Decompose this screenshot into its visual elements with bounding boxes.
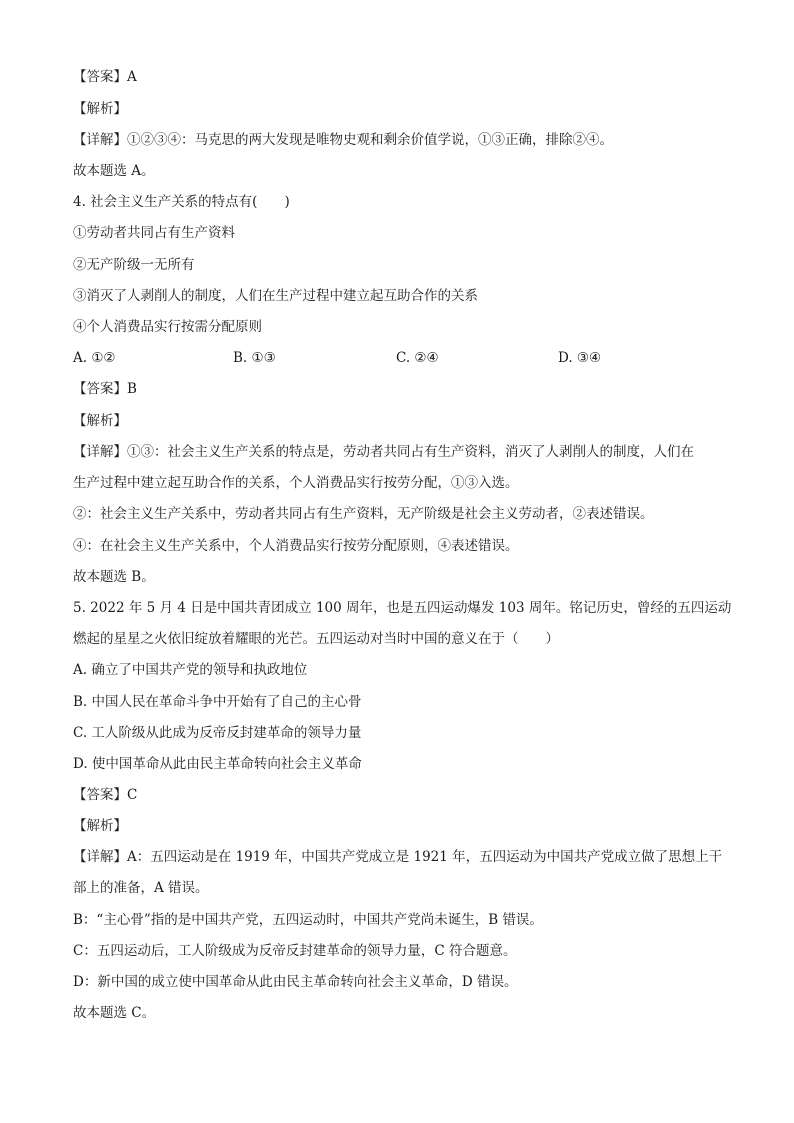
q4-detail-line-4: ④：在社会主义生产关系中，个人消费品实行按劳分配原则，④表述错误。: [73, 538, 519, 554]
q5-option-a: A. 确立了中国共产党的领导和执政地位: [73, 662, 308, 678]
q5-detail-line-2: 部上的准备，A 错误。: [73, 880, 209, 896]
q4-option-b: B. ①③: [233, 350, 276, 366]
q5-conclusion: 故本题选 C。: [73, 1005, 156, 1021]
q4-stem: 4. 社会主义生产关系的特点有( ): [73, 194, 290, 210]
q5-analysis-heading: 【解析】: [73, 818, 127, 834]
q5-option-d: D. 使中国革命从此由民主革命转向社会主义革命: [73, 756, 362, 772]
q4-statement-3: ③消灭了人剥削人的制度，人们在生产过程中建立起互助合作的关系: [73, 288, 478, 304]
q4-option-c: C. ②④: [396, 350, 439, 366]
q5-stem-line-2: 燃起的星星之火依旧绽放着耀眼的光芒。五四运动对当时中国的意义在于（ ）: [73, 631, 559, 647]
q5-option-c: C. 工人阶级从此成为反帝反封建革命的领导力量: [73, 725, 362, 741]
q5-answer: 【答案】C: [73, 787, 138, 803]
q3-analysis-heading: 【解析】: [73, 101, 127, 117]
q4-conclusion: 故本题选 B。: [73, 569, 155, 585]
q5-detail-line-3: B：“主心骨”指的是中国共产党，五四运动时，中国共产党尚未诞生，B 错误。: [73, 912, 543, 928]
q4-detail-line-3: ②：社会主义生产关系中，劳动者共同占有生产资料，无产阶级是社会主义劳动者，②表述错误。: [73, 506, 654, 522]
q5-stem-line-1: 5. 2022 年 5 月 4 日是中国共青团成立 100 周年，也是五四运动爆发 103 周年。铭记历史，曾经的五四运动: [73, 600, 732, 616]
q4-answer: 【答案】B: [73, 381, 137, 397]
q4-analysis-heading: 【解析】: [73, 413, 127, 429]
q3-detail: 【详解】①②③④：马克思的两大发现是唯物史观和剩余价值学说，①③正确，排除②④。: [73, 132, 613, 148]
q5-option-b: B. 中国人民在革命斗争中开始有了自己的主心骨: [73, 694, 362, 710]
q4-detail-line-2: 生产过程中建立起互助合作的关系，个人消费品实行按劳分配，①③入选。: [73, 475, 519, 491]
q4-option-d: D. ③④: [558, 350, 602, 366]
q3-answer: 【答案】A: [73, 69, 137, 85]
q4-detail-line-1: 【详解】①③：社会主义生产关系的特点是，劳动者共同占有生产资料，消灭了人剥削人的制度，人们在: [73, 444, 694, 460]
q4-statement-2: ②无产阶级一无所有: [73, 257, 195, 273]
q4-option-a: A. ①②: [73, 350, 116, 366]
q5-detail-line-4: C：五四运动后，工人阶级成为反帝反封建革命的领导力量，C 符合题意。: [73, 943, 517, 959]
q4-statement-4: ④个人消费品实行按需分配原则: [73, 319, 262, 335]
q4-statement-1: ①劳动者共同占有生产资料: [73, 225, 235, 241]
q3-conclusion: 故本题选 A。: [73, 163, 155, 179]
q5-detail-line-1: 【详解】A：五四运动是在 1919 年，中国共产党成立是 1921 年，五四运动为中国共产党成立做了思想上干: [73, 849, 723, 865]
q5-detail-line-5: D：新中国的成立使中国革命从此由民主革命转向社会主义革命，D 错误。: [73, 974, 518, 990]
